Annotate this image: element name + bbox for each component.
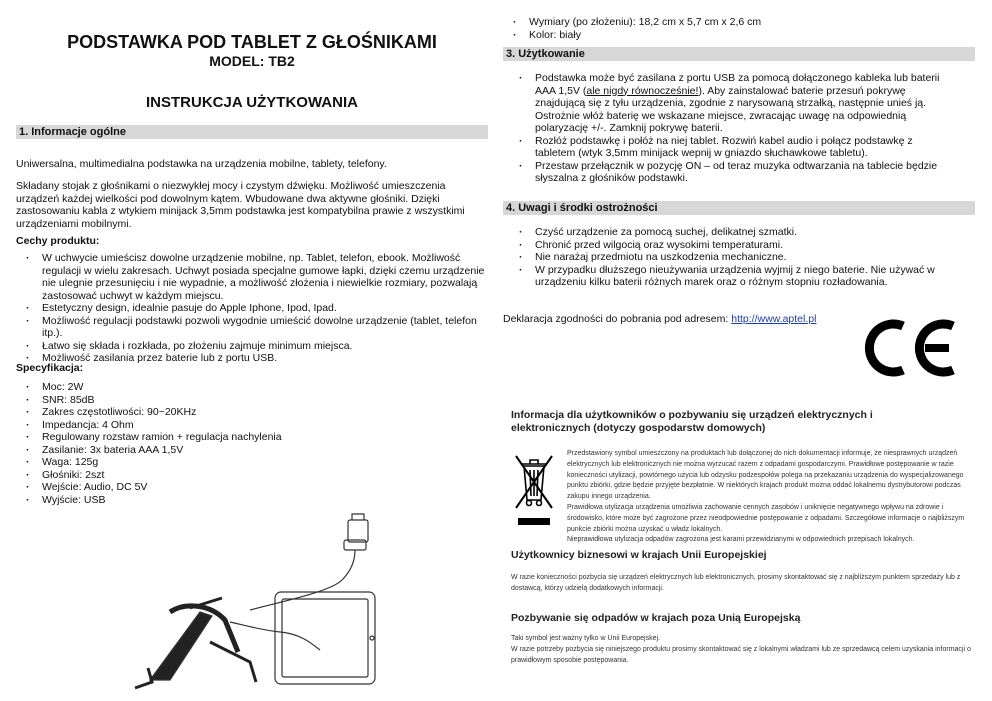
dimensions-list: [503, 16, 973, 41]
list-item: · Regulowany rozstaw ramion + regulacja nachylenia: [16, 431, 486, 444]
ce-mark-icon: [863, 318, 959, 378]
list-item: · Czyść urządzenie za pomocą suchej, delikatnej szmatki.: [509, 226, 955, 239]
outside-eu-heading: Pozbywanie się odpadów w krajach poza Unią Europejską: [511, 612, 801, 624]
list-item: · SNR: 85dB: [16, 394, 486, 407]
usage-list: [509, 72, 955, 185]
description-text: Składany stojak z głośnikami o niezwykłej mocy i czystym dźwięku. Możliwość umieszczenia urządzeń każdej wielkości pod dowolnym kątem. Wbudowane dwa aktywne głośniki. Dzięki zastosowaniu kabla z wtykiem minijack 3,5mm podstawka jest kompatybilna prawie z wszystkimi urządzeniami mobilnymi.: [16, 180, 465, 230]
list-item: · Rozłóż podstawkę i połóż na niej tablet. Rozwiń kabel audio i połącz podstawkę z tabletem (wtyk 3,5mm minijack wepnij w gniazdo słuchawkowe tabletu).: [509, 135, 955, 160]
list-item: · Głośniki: 2szt: [16, 469, 486, 482]
business-text: W razie konieczności pozbycia się urządzeń elektrycznych lub elektronicznych, prosimy skontaktować się z najbliższym punktem sprzedaży lub z dostawcą, którzy udzielą dodatkowych informacji.: [511, 574, 961, 592]
features-list: [16, 252, 486, 365]
list-item: · W przypadku dłuższego nieużywania urządzenia wyjmij z niego baterie. Nie używać w urządzeniu kilku baterii różnych marek oraz o różnym stopniu rozładowania.: [509, 264, 955, 289]
declaration-link[interactable]: http://www.aptel.pl: [731, 313, 817, 325]
document-title: PODSTAWKA POD TABLET Z GŁOŚNIKAMI: [67, 32, 437, 52]
list-item: · Estetyczny design, idealnie pasuje do Apple Iphone, Ipod, Ipad.: [16, 302, 486, 315]
list-item: · Przestaw przełącznik w pozycję ON – od teraz muzyka odtwarzania na tablecie będzie słyszalna z głośników podstawki.: [509, 160, 955, 185]
features-heading: Cechy produktu:: [16, 235, 100, 247]
list-item: · Łatwo się składa i rozkłada, po złożeniu zajmuje minimum miejsca.: [16, 340, 486, 353]
list-item: · Wejście: Audio, DC 5V: [16, 481, 486, 494]
declaration-text: Deklaracja zgodności do pobrania pod adresem: http://www.aptel.pl: [503, 313, 817, 325]
weee-text: Przedstawiony symbol umieszczony na produktach lub dołączonej do nich dokumentacji informuje, że niesprawnych urządzeń elektrycznych lub elektronicznych nie można wyrzucać razem z odpadami gospodarczymi. Prawidłowe postępowanie w razie konieczności utylizacji, powtórnego użycia lub odzysku podzespołów polega na przekazaniu urządzenia do wyspecjalizowanego punktu zbiórki, gdzie będzie przyjęte bezpłatnie. W niektórych krajach produkt można oddać lokalnemu dystrybutorowi podczas zakupu innego urządzenia. Prawidłowa utylizacja urządzenia umożliwia zachowanie cennych zasobów i uniknięcie negatywnego wpływu na zdrowie i środowisko, które może być zagrożone przez nieodpowiednie postępowanie z odpadami. Szczegółowe informacje o najbliższym punkcie zbiórki można uzyskać u władz lokalnych. Nieprawidłowa utylizacja odpadów zagrożona jest karami przewidzianymi w odpowiednich przepisach lokalnych.: [567, 450, 965, 544]
list-item: · W uchwycie umieścisz dowolne urządzenie mobilne, np. Tablet, telefon, ebook. Możliwość regulacji w wielu zakresach. Uchwyt posiada specjalne gumowe łapki, dzięki czemu urządzenie nie ulegnie przesunięciu i nie wypadnie, a możliwość złożenia i niewielkie rozmiary, pozwalają zastosować uchwyt w każdym miejscu.: [16, 252, 486, 302]
weee-heading: Informacja dla użytkowników o pozbywaniu się urządzeń elektrycznych i elektronicznych (dotyczy gospodarstw domowych): [511, 409, 873, 434]
product-illustration: [130, 512, 380, 692]
business-heading: Użytkownicy biznesowi w krajach Unii Europejskiej: [511, 549, 767, 561]
manual-title: INSTRUKCJA UŻYTKOWANIA: [146, 94, 358, 111]
list-item: · Zasilanie: 3x bateria AAA 1,5V: [16, 444, 486, 457]
outside-eu-text: Taki symbol jest ważny tylko w Unii Europejskej. W razie potrzeby pozbycia się niniejszego produktu prosimy skontaktować się z lokalnymi władzami lub ze sprzedawcą celem uzyskania informacji o prawidłowym sposobie postępowania.: [511, 635, 971, 664]
list-item: · Chronić przed wilgocią oraz wysokimi temperaturami.: [509, 239, 955, 252]
list-item: · Podstawka może być zasilana z portu USB za pomocą dołączonego kableka lub baterii AAA 1,5V (ale nigdy równocześnie!). Aby zainstalować baterie przesuń pokrywę znajdującą się z tyłu urządzenia, zgodnie z narysowaną strzałką, następnie unieś ją. Ostrożnie włóż baterię we wskazane miejsce, zwracając uwagę na odpowiednią polaryzację +/-. Zamknij pokrywę baterii.: [509, 72, 955, 135]
spec-list: [16, 381, 486, 506]
section-1-heading: 1. Informacje ogólne: [16, 125, 488, 139]
spec-heading: Specyfikacja:: [16, 362, 84, 374]
list-item: · Możliwość zasilania przez baterie lub z portu USB.: [16, 352, 486, 365]
list-item: · Wyjście: USB: [16, 494, 486, 507]
list-item: · Impedancja: 4 Ohm: [16, 419, 486, 432]
list-item: · Moc: 2W: [16, 381, 486, 394]
intro-text: Uniwersalna, multimedialna podstawka na urządzenia mobilne, tablety, telefony.: [16, 158, 387, 170]
list-item: · Kolor: biały: [503, 29, 973, 42]
crossed-bin-icon: [512, 450, 556, 532]
list-item: · Wymiary (po złożeniu): 18,2 cm x 5,7 cm x 2,6 cm: [503, 16, 973, 29]
section-4-heading: 4. Uwagi i środki ostrożności: [503, 201, 975, 215]
list-item: · Nie narażaj przedmiotu na uszkodzenia mechaniczne.: [509, 251, 955, 264]
list-item: · Waga: 125g: [16, 456, 486, 469]
model-label: MODEL: TB2: [209, 53, 295, 69]
list-item: · Możliwość regulacji podstawki pozwoli wygodnie umieścić dowolne urządzenie (tablet, telefon itp.).: [16, 315, 486, 340]
precautions-list: [509, 226, 955, 289]
section-3-heading: 3. Użytkowanie: [503, 47, 975, 61]
list-item: · Zakres częstotliwości: 90~20KHz: [16, 406, 486, 419]
